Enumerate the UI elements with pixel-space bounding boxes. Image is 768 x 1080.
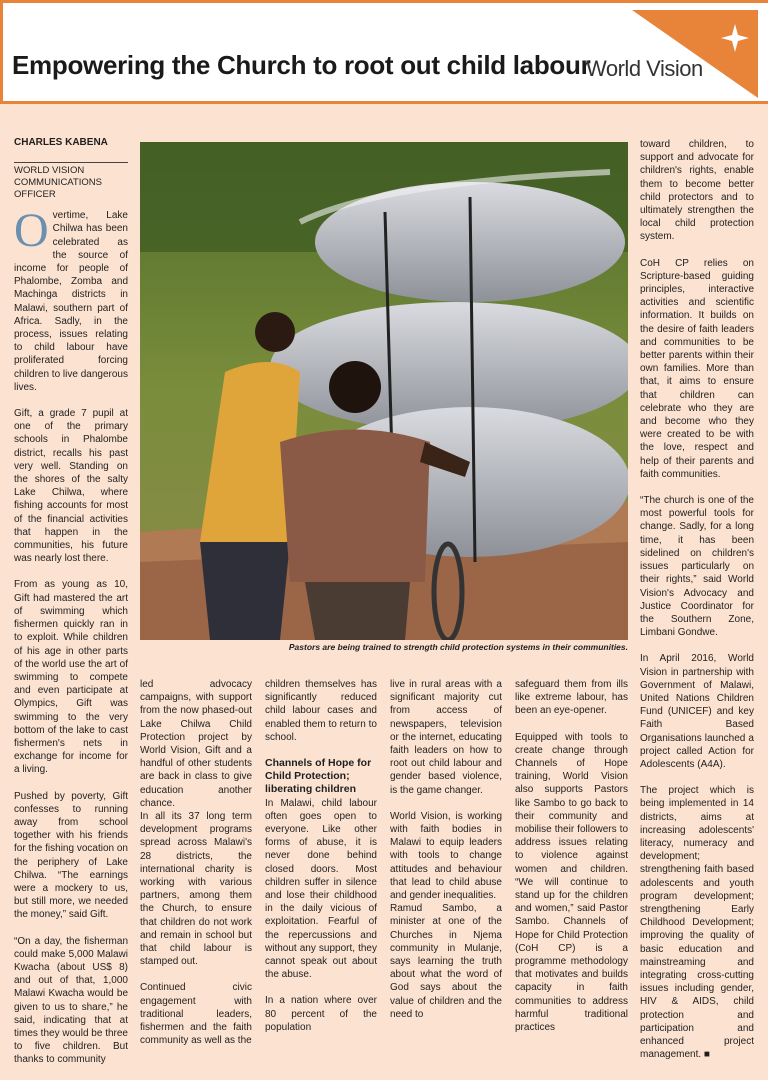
paragraph: Equipped with tools to create change through Channels of Hope training, World Vision also supports Pastors like Sambo to go back to their community and mobilise their followers to address issues relating to violence against women and children. “We will continue to stand up for the children and women,” said Pastor Sambo. Channels of Hope for Child Protection (CoH CP) is a programme methodology that motivates and builds capacity in faith communities to address harmful traditional practices [515,731,628,1034]
byline-name: CHARLES KABENA [14,137,108,148]
photo-caption: Pastors are being trained to strength child protection systems in their communities. [288,642,628,652]
logo-wordmark: World Vision [586,56,703,81]
paragraph: “The church is one of the most powerful tools for change. Sadly, for a long time, it has been sidelined on children's issues particularly on their rights,” said World Vision's Advocacy and Justice Coordinator for the Southern Zone, Limbani Gondwe. [640,495,754,639]
header-rule-top [0,0,768,3]
paragraph: From as young as 10, Gift had mastered the art of swimming which fishermen quickly ran in to exploit. While children of his age in other parts of the world use the art of swimming to compete and even participate at Olympics, Gift was swimming to the very bottom of the lake to cast fishermen's nets in exchange for income for a living. [14,579,128,776]
paragraph: Gift, a grade 7 pupil at one of the primary schools in Phalombe district, recalls his past very well. Standing on the shores of the salty Lake Chilwa, where fishing accounts for most of the financial activities that happen in the communities, his future was nearly lost there. [14,408,128,565]
paragraph: CoH CP relies on Scripture-based guiding principles, interactive activities and scientific information. It builds on the desire of faith leaders and communities to be better parents within their own families. More than that, it aims to ensure that children can celebrate who they are and become who they were created to be with the love, respect and help of their parents and faith communities. [640,257,754,480]
byline-title: COMMUNICATIONS OFFICER [14,177,102,201]
paragraph: In Malawi, child labour often goes open to everyone. Like other forms of abuse, it is never done behind closed doors. Most children suffer in silence and lose their childhood in the daily vicious of exploitation. Fearful of the repercussions and without any support, they cannot speak out about the abuse. [265,797,377,981]
article-column-6 [640,138,754,1074]
paragraph: World Vision, is working with faith bodies in Malawi to equip leaders with tools to change attitudes and behaviour that lead to child abuse and gender inequalities. [390,810,502,902]
headline: Empowering the Church to root out child labour [12,50,591,80]
paragraph: Continued civic engagement with traditional leaders, fishermen and the faith community as well as the [140,982,252,1047]
article-photo [140,142,628,640]
paragraph: Pushed by poverty, Gift confesses to running away from school together with his friends for the fishing vocation on the periphery of Lake Chilwa. “The earnings were a mockery to us, but still more, we needed the money,” said Gift. [14,790,128,921]
article-column-4 [390,678,502,1034]
byline-divider [14,162,128,163]
paragraph: led advocacy campaigns, with support from the now phased-out Lake Chilwa Child Protection project by World Vision, Gift and a handful of other students are back in class to give education another chance. [140,679,252,809]
paragraph: “On a day, the fisherman could make 5,000 Malawi Kwacha (about US$ 8) and out of that, 1,000 Malawi Kwacha would be given to us to share,” he said, indicating that at times they would be three to five children. But thanks to community [14,935,128,1066]
page-header [0,0,768,104]
paragraph: children themselves has significantly reduced child labour cases and enabled them to return to school. [265,679,377,743]
paragraph: live in rural areas with a significant majority cut from access of newspapers, television or the internet, educating faith leaders on how to root out child labour and gender based violence, is the game changer. [390,679,502,796]
paragraph: Ramud Sambo, a minister at one of the Churches in Njema community in Mulanje, says learning the truth about what the word of God says about the value of children and the need to [390,903,502,1020]
paragraph: In April 2016, World Vision in partnership with Government of Malawi, United Nations Children Fund (UNICEF) and key Faith Based Organisations launched a project called Action for Adolescents (A4A). [640,653,754,770]
boys-pushing-bicycle-with-bales-photo [140,142,628,640]
byline-role [14,165,128,201]
paragraph: In all its 37 long term development programs spread across Malawi's 28 districts, the international charity is working with various partners, among them the Church, to ensure that children do not work and remain in school but that child labour is stamped out. [140,811,252,968]
article-column-2 [140,678,252,1060]
article-column-1 [14,136,128,1080]
paragraph: toward children, to support and advocate for children's rights, enable them to become better child protectors and to ultimately strengthen the local child protection system. [640,139,754,243]
drop-cap: O [14,204,49,258]
byline-org: WORLD VISION [14,165,85,177]
article-column-5 [515,678,628,1047]
section-heading: Channels of Hope for Child Protection; liberating children [265,757,372,796]
header-rule-left [0,0,3,104]
paragraph: The project which is being implemented in 14 districts, aims at increasing adolescents' literacy, numeracy and development; strengthening faith based adolescents and youth program development; strengthening Early Childhood Development; improving the quality of basic education and mainstreaming and integrating cross-cutting issues including gender, HIV & AIDS, child protection and participation and enhanced project management. ■ [640,785,754,1061]
world-vision-logo-icon [620,8,760,100]
paragraph: Overtime, Lake Chilwa has been celebrated as the source of income for people of Phalombe, Zomba and Machinga districts in Malawi, southern part of Africa. Sadly, in the process, issues relating to child labour have proliferated forcing children to live dangerous lives. [14,204,128,393]
article-column-3 [265,678,377,1047]
paragraph: safeguard them from ills like extreme labour, has been an eye-opener. [515,679,628,717]
paragraph: In a nation where over 80 percent of the population [265,995,377,1033]
